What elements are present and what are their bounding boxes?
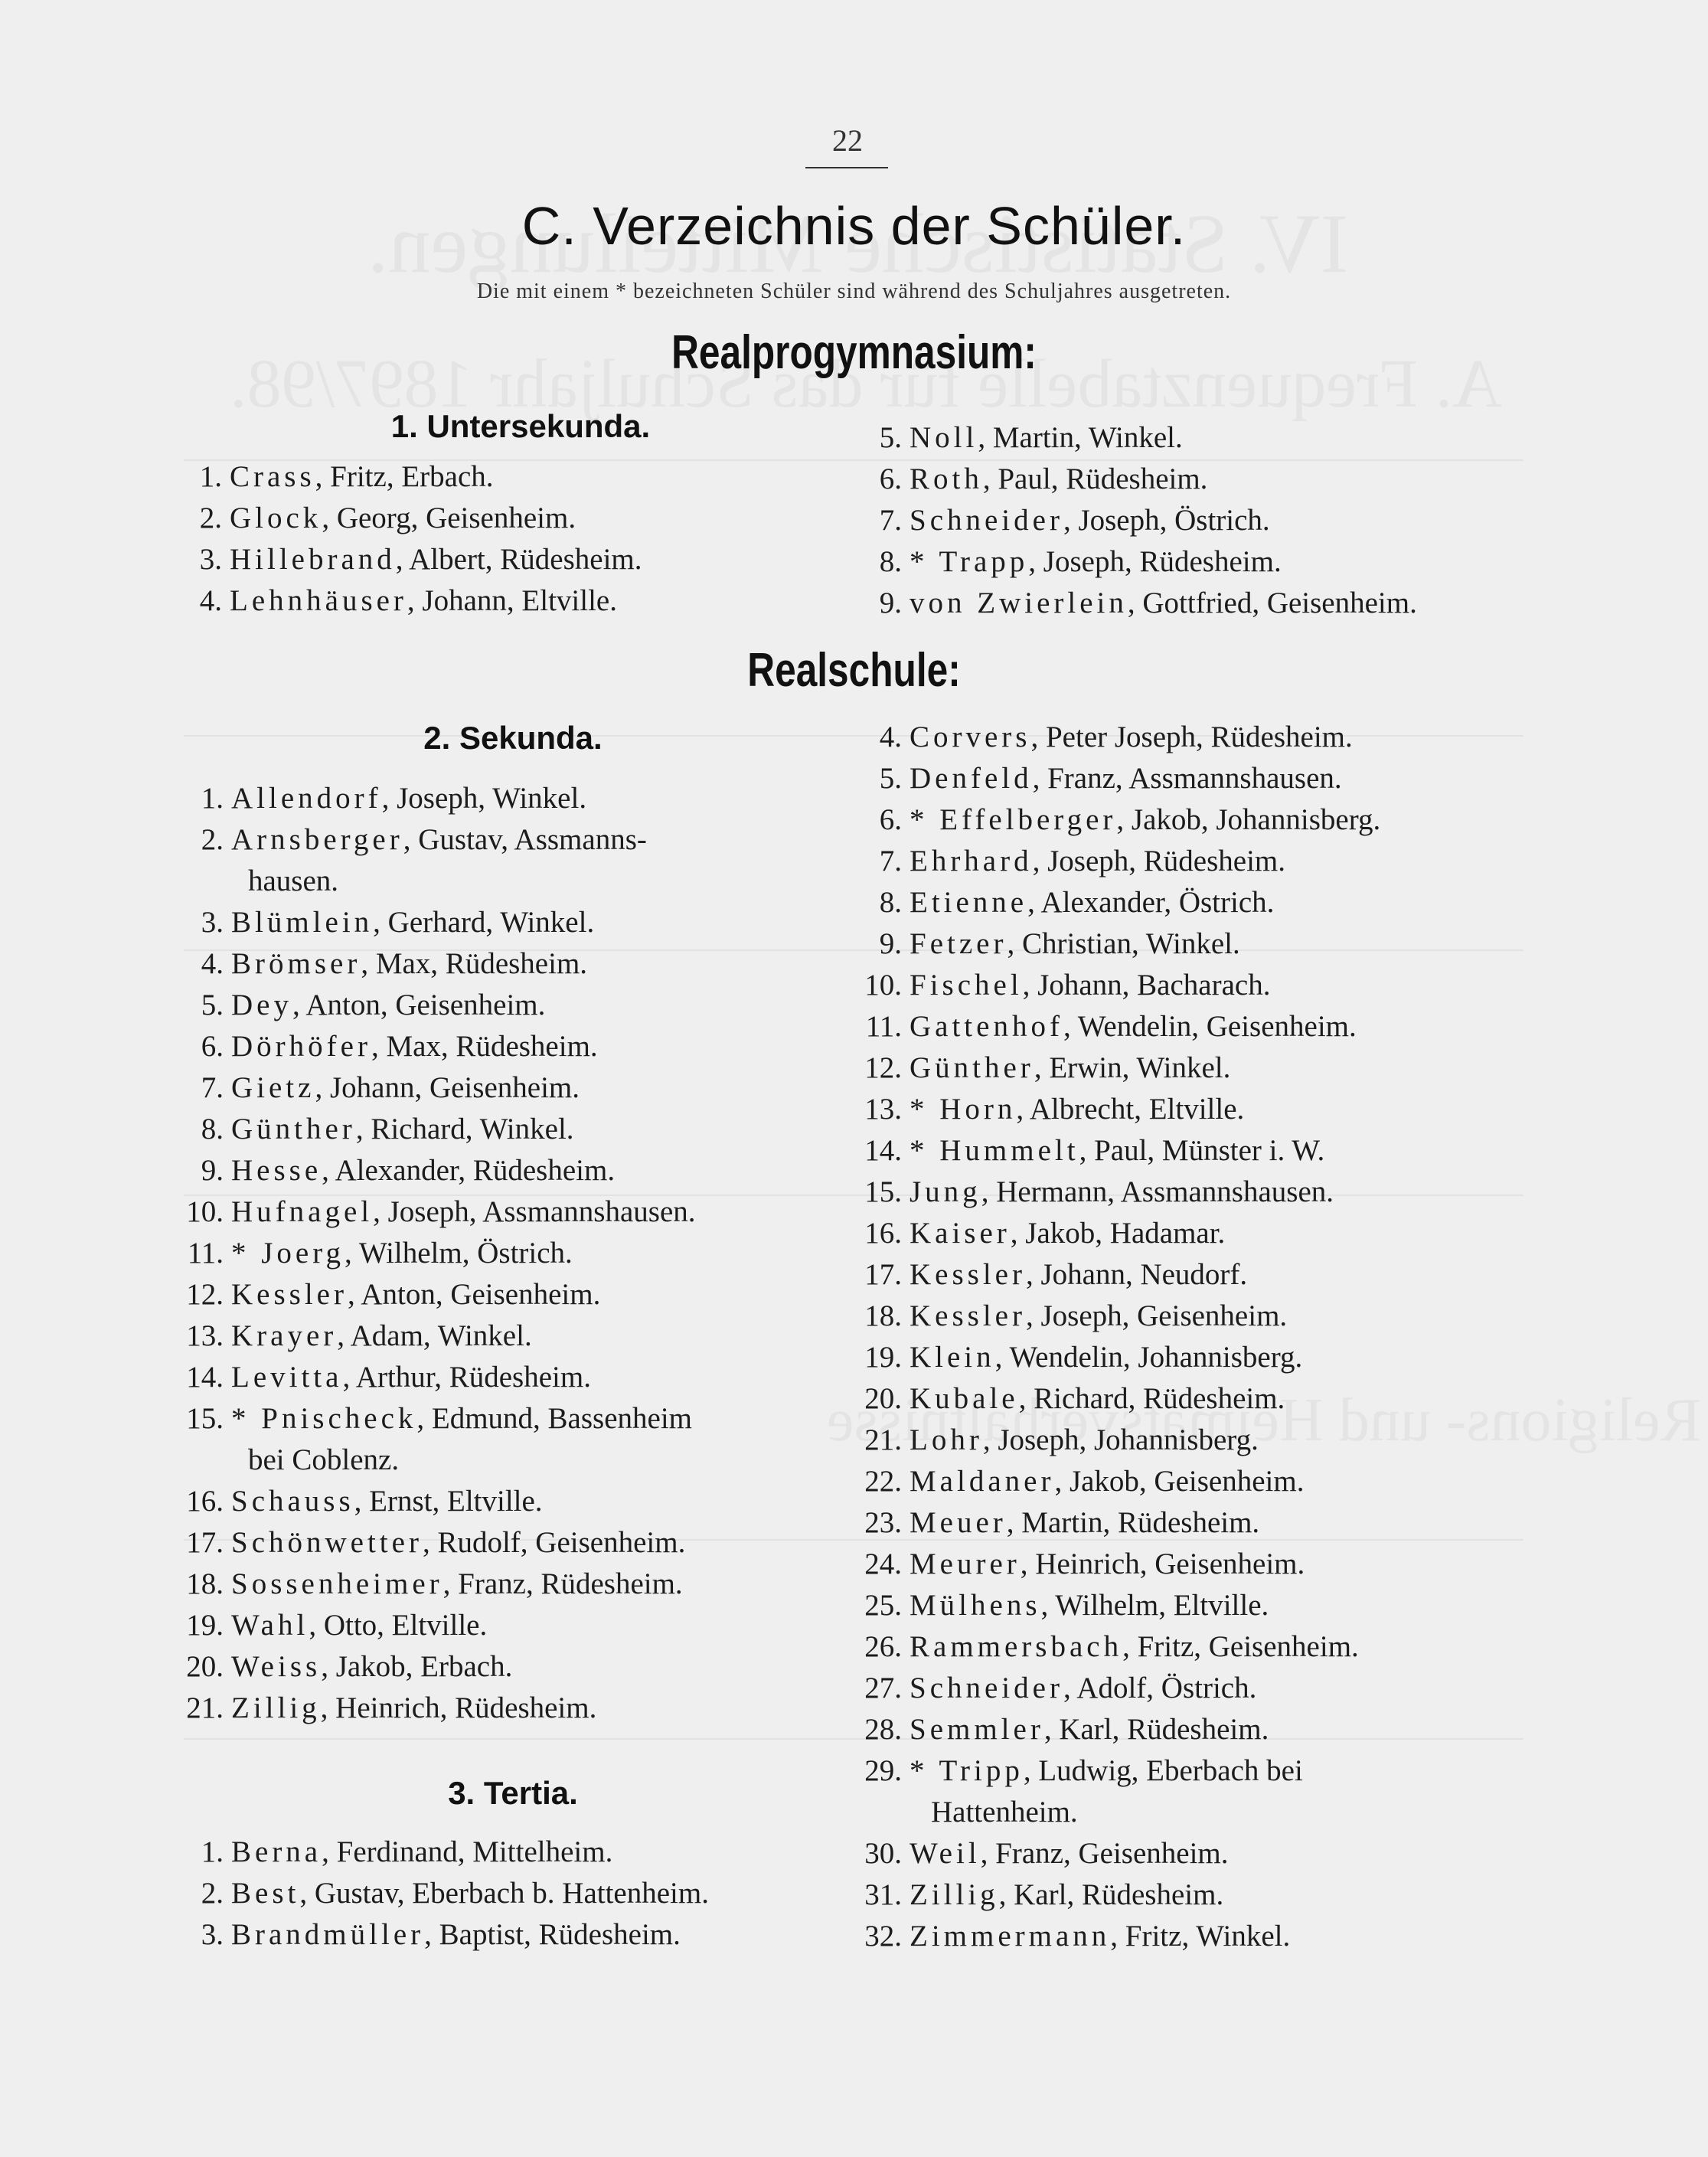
student-surname: Krayer [231, 1319, 338, 1352]
entry-number: 15. [186, 1402, 224, 1435]
student-details: , Baptist, Rüdesheim. [424, 1918, 681, 1951]
student-entry [827, 1216, 1225, 1251]
student-entry [827, 1505, 1259, 1541]
entry-number: 9. [201, 1154, 224, 1187]
student-details: , Wendelin, Johannisberg. [994, 1341, 1303, 1374]
student-surname: Fetzer [910, 927, 1007, 960]
student-details: , Richard, Rüdesheim. [1018, 1382, 1285, 1415]
entry-number: 19. [186, 1609, 224, 1642]
student-details: , Paul, Münster i. W. [1079, 1134, 1325, 1167]
entry-number: 17. [186, 1526, 224, 1559]
student-details: , Gustav, Assmanns- [403, 823, 647, 856]
entry-number: 22. [864, 1465, 902, 1498]
entry-number: 6. [879, 803, 902, 836]
student-entry [827, 844, 1285, 879]
student-surname: Gietz [231, 1071, 315, 1104]
entry-number: 12. [864, 1051, 902, 1084]
student-surname: Kessler [910, 1299, 1026, 1332]
entry-number: 30. [864, 1837, 902, 1870]
entry-number: 10. [864, 969, 902, 1002]
student-surname: * Effelberger [910, 803, 1117, 836]
student-entry [175, 583, 617, 619]
page-subtitle: Die mit einem * bezeichneten Schüler sind während des Schuljahres ausgetreten. [476, 279, 1232, 303]
entry-number: 3. [201, 1918, 224, 1951]
entry-number: 11. [865, 1010, 902, 1043]
student-details: , Jakob, Johannisberg. [1116, 803, 1381, 836]
student-entry [168, 1567, 683, 1602]
student-entry [175, 542, 642, 577]
entry-number: 3. [199, 543, 222, 576]
student-surname: Levitta [231, 1361, 343, 1394]
student-surname: Meurer [910, 1547, 1021, 1580]
student-entry [827, 968, 1270, 1003]
student-entry [827, 720, 1353, 755]
student-entry [168, 1401, 692, 1436]
entry-number: 8. [879, 886, 902, 919]
student-details: , Wilhelm, Eltville. [1040, 1589, 1269, 1622]
student-entry [827, 1299, 1287, 1334]
student-details: , Heinrich, Geisenheim. [1020, 1547, 1305, 1580]
student-entry [168, 1112, 574, 1147]
student-surname: Weiss [231, 1650, 322, 1683]
student-surname: Hillebrand [230, 543, 396, 576]
student-surname: Mülhens [910, 1589, 1041, 1622]
student-entry [827, 1464, 1304, 1499]
entry-number: 16. [864, 1217, 902, 1250]
student-entry [841, 586, 1417, 621]
student-entry [827, 927, 1240, 962]
student-surname: Kubale [910, 1382, 1019, 1415]
student-details: , Joseph, Geisenheim. [1025, 1299, 1288, 1332]
entry-number: 11. [187, 1237, 224, 1270]
student-details: , Johann, Neudorf. [1025, 1258, 1248, 1291]
student-surname: Best [231, 1877, 300, 1910]
student-entry [168, 1277, 600, 1312]
student-surname: * Hummelt [910, 1134, 1079, 1167]
student-details: , Wendelin, Geisenheim. [1063, 1010, 1357, 1043]
student-entry [168, 1319, 532, 1354]
student-entry [841, 503, 1270, 538]
student-entry [168, 988, 545, 1023]
student-details: , Ludwig, Eberbach bei [1023, 1754, 1303, 1787]
student-surname: Blümlein [231, 906, 374, 939]
student-entry [168, 1070, 580, 1106]
entry-number: 8. [879, 545, 902, 578]
student-surname: * Horn [910, 1093, 1017, 1126]
student-entry [827, 1753, 1303, 1789]
student-details: , Joseph, Östrich. [1063, 504, 1270, 537]
entry-number: 2. [201, 823, 224, 856]
student-entry [827, 1175, 1334, 1210]
entry-number: 4. [201, 947, 224, 980]
student-entry [827, 802, 1380, 838]
student-details: , Fritz, Erbach. [315, 460, 494, 493]
student-surname: Klein [910, 1341, 995, 1374]
entry-number: 16. [186, 1485, 224, 1518]
student-entry [841, 544, 1282, 580]
student-details: , Fritz, Winkel. [1110, 1920, 1291, 1953]
student-details: , Karl, Rüdesheim. [998, 1878, 1224, 1911]
student-entry [827, 1423, 1259, 1458]
student-details: , Anton, Geisenheim. [292, 989, 546, 1021]
student-entry [175, 459, 494, 495]
student-surname: Schneider [910, 504, 1063, 537]
student-surname: Zimmermann [910, 1920, 1111, 1953]
entry-number: 17. [864, 1258, 902, 1291]
student-details: , Adam, Winkel. [337, 1319, 532, 1352]
entry-number: 23. [864, 1506, 902, 1539]
student-surname: Roth [910, 462, 983, 495]
page-number-rule [805, 167, 888, 168]
student-entry [168, 1153, 615, 1188]
student-entry [168, 1876, 709, 1911]
student-surname: Kessler [231, 1278, 348, 1311]
student-surname: Brandmüller [231, 1918, 425, 1951]
student-surname: Lehnhäuser [230, 584, 407, 617]
entry-number: 18. [186, 1567, 224, 1600]
student-entry [827, 1092, 1244, 1127]
class-heading-sekunda: 2. Sekunda. [423, 720, 603, 756]
page-number: 22 [832, 123, 863, 158]
student-surname: Dörhöfer [231, 1030, 371, 1063]
entry-number: 26. [864, 1630, 902, 1663]
student-details: , Christian, Winkel. [1007, 927, 1240, 960]
student-details: , Paul, Rüdesheim. [982, 462, 1208, 495]
student-surname: Berna [231, 1835, 322, 1868]
student-details: , Wilhelm, Östrich. [345, 1237, 573, 1270]
student-surname: * Tripp [910, 1754, 1024, 1787]
entry-number: 32. [864, 1920, 902, 1953]
student-surname: * Trapp [910, 545, 1029, 578]
entry-number: 9. [879, 587, 902, 619]
student-surname: Dey [231, 989, 292, 1021]
entry-number: 10. [186, 1195, 224, 1228]
student-details: , Erwin, Winkel. [1034, 1051, 1231, 1084]
entry-number: 15. [864, 1175, 902, 1208]
student-surname: Schauss [231, 1485, 354, 1518]
entry-number: 9. [879, 927, 902, 960]
student-entry [841, 462, 1207, 497]
student-surname: Fischel [910, 969, 1023, 1002]
student-entry [827, 761, 1342, 796]
class-heading-tertia: 3. Tertia. [448, 1775, 578, 1811]
entry-number: 6. [201, 1030, 224, 1063]
student-entry [168, 1484, 543, 1519]
student-entry [168, 1236, 573, 1271]
student-surname: Hesse [231, 1154, 322, 1187]
student-entry [827, 1547, 1305, 1582]
student-surname: Günther [910, 1051, 1034, 1084]
entry-number: 1. [199, 460, 222, 493]
student-details: , Martin, Rüdesheim. [1006, 1506, 1260, 1539]
student-details: , Franz, Rüdesheim. [443, 1567, 683, 1600]
student-entry [827, 1795, 1078, 1830]
student-entry [827, 1257, 1247, 1293]
student-surname: Etienne [910, 886, 1028, 919]
student-details: , Richard, Winkel. [355, 1113, 574, 1145]
student-details: , Johann, Bacharach. [1022, 969, 1271, 1002]
student-details: , Franz, Geisenheim. [980, 1837, 1229, 1870]
entry-number: 7. [879, 504, 902, 537]
student-details: , Karl, Rüdesheim. [1043, 1713, 1269, 1746]
entry-number: 28. [864, 1713, 902, 1746]
student-details: Hattenheim. [931, 1796, 1078, 1829]
page-title: C. Verzeichnis der Schüler. [521, 196, 1187, 256]
student-surname: Brömser [231, 947, 361, 980]
student-details: bei Coblenz. [248, 1443, 400, 1476]
student-details: , Max, Rüdesheim. [371, 1030, 598, 1063]
student-surname: Gattenhof [910, 1010, 1063, 1043]
entry-number: 14. [186, 1361, 224, 1394]
student-entry [827, 1629, 1359, 1665]
student-entry [827, 1878, 1223, 1913]
student-surname: Günther [231, 1113, 356, 1145]
student-surname: Hufnagel [231, 1195, 374, 1228]
entry-number: 31. [864, 1878, 902, 1911]
entry-number: 18. [864, 1299, 902, 1332]
entry-number: 12. [186, 1278, 224, 1311]
entry-number: 6. [879, 462, 902, 495]
student-details: , Arthur, Rüdesheim. [342, 1361, 591, 1394]
student-entry [827, 1836, 1229, 1871]
student-entry [168, 1360, 591, 1395]
student-details: , Jakob, Hadamar. [1010, 1217, 1226, 1250]
entry-number: 27. [864, 1672, 902, 1704]
student-surname: Schneider [910, 1672, 1063, 1704]
student-surname: Zillig [231, 1691, 321, 1724]
student-surname: Semmler [910, 1713, 1044, 1746]
student-surname: Allendorf [231, 782, 382, 815]
student-details: , Max, Rüdesheim. [361, 947, 588, 980]
student-entry [827, 1588, 1269, 1623]
student-surname: Arnsberger [231, 823, 403, 856]
student-details: , Alexander, Rüdesheim. [322, 1154, 616, 1187]
student-details: , Martin, Winkel. [978, 421, 1183, 454]
student-details: , Edmund, Bassenheim [416, 1402, 693, 1435]
student-details: , Fritz, Geisenheim. [1122, 1630, 1359, 1663]
student-details: , Heinrich, Rüdesheim. [320, 1691, 597, 1724]
entry-number: 25. [864, 1589, 902, 1622]
student-surname: von Zwierlein [910, 587, 1128, 619]
student-surname: Rammersbach [910, 1630, 1123, 1663]
student-details: , Franz, Assmannshausen. [1032, 762, 1342, 795]
student-details: , Gottfried, Geisenheim. [1127, 587, 1417, 619]
entry-number: 21. [864, 1423, 902, 1456]
student-surname: Lohr [910, 1423, 983, 1456]
student-entry [827, 1381, 1285, 1417]
student-surname: * Joerg [231, 1237, 345, 1270]
class-heading-untersekunda: 1. Untersekunda. [390, 408, 651, 444]
entry-number: 8. [201, 1113, 224, 1145]
student-entry [168, 1029, 598, 1064]
student-surname: Crass [230, 460, 315, 493]
student-details: hausen. [248, 864, 339, 897]
student-details: , Gerhard, Winkel. [373, 906, 595, 939]
student-entry [168, 946, 587, 982]
student-entry [827, 1712, 1269, 1747]
student-surname: Schönwetter [231, 1526, 423, 1559]
student-surname: Jung [910, 1175, 981, 1208]
student-details: , Gustav, Eberbach b. Hattenheim. [299, 1877, 709, 1910]
student-entry [168, 1195, 696, 1230]
student-details: , Johann, Geisenheim. [315, 1071, 580, 1104]
student-details: , Hermann, Assmannshausen. [981, 1175, 1334, 1208]
entry-number: 24. [864, 1547, 902, 1580]
student-entry [827, 1671, 1256, 1706]
student-surname: Noll [910, 421, 978, 454]
student-surname: Maldaner [910, 1465, 1055, 1498]
student-entry [168, 905, 594, 940]
student-details: , Jakob, Erbach. [321, 1650, 513, 1683]
entry-number: 4. [879, 721, 902, 753]
entry-number: 21. [186, 1691, 224, 1724]
entry-number: 20. [864, 1382, 902, 1415]
student-details: , Joseph, Johannisberg. [982, 1423, 1259, 1456]
student-details: , Jakob, Geisenheim. [1054, 1465, 1305, 1498]
student-surname: * Pnischeck [231, 1402, 417, 1435]
student-entry [841, 420, 1183, 456]
student-details: , Joseph, Assmannshausen. [373, 1195, 696, 1228]
student-entry [168, 781, 586, 816]
student-entry [168, 1691, 596, 1726]
entry-number: 5. [879, 762, 902, 795]
student-surname: Glock [230, 502, 322, 534]
entry-number: 19. [864, 1341, 902, 1374]
entry-number: 5. [201, 989, 224, 1021]
student-details: , Joseph, Rüdesheim. [1032, 845, 1286, 878]
student-details: , Otto, Eltville. [309, 1609, 488, 1642]
section-title-realprogymnasium: Realprogymnasium: [671, 326, 1037, 379]
student-entry [827, 1340, 1302, 1375]
student-details: , Peter Joseph, Rüdesheim. [1030, 721, 1353, 753]
student-details: , Albert, Rüdesheim. [395, 543, 642, 576]
student-details: , Joseph, Winkel. [381, 782, 587, 815]
student-surname: Denfeld [910, 762, 1033, 795]
entry-number: 13. [186, 1319, 224, 1352]
student-entry [168, 822, 647, 858]
student-entry [168, 864, 338, 899]
entry-number: 13. [864, 1093, 902, 1126]
entry-number: 4. [199, 584, 222, 617]
student-details: , Anton, Geisenheim. [347, 1278, 601, 1311]
student-entry [168, 1443, 399, 1478]
entry-number: 1. [201, 782, 224, 815]
student-entry [827, 885, 1274, 920]
student-details: , Johann, Eltville. [407, 584, 617, 617]
student-entry [168, 1649, 512, 1685]
student-entry [168, 1608, 487, 1643]
entry-number: 1. [201, 1835, 224, 1868]
student-surname: Kaiser [910, 1217, 1011, 1250]
entry-number: 7. [879, 845, 902, 878]
student-surname: Kessler [910, 1258, 1026, 1291]
student-entry [827, 1919, 1290, 1954]
student-entry [827, 1051, 1230, 1086]
student-entry [175, 501, 576, 536]
student-entry [168, 1525, 685, 1561]
entry-number: 29. [864, 1754, 902, 1787]
student-surname: Corvers [910, 721, 1031, 753]
entry-number: 5. [879, 421, 902, 454]
entry-number: 14. [864, 1134, 902, 1167]
student-surname: Sossenheimer [231, 1567, 443, 1600]
student-entry [168, 1917, 681, 1953]
student-details: , Adolf, Östrich. [1063, 1672, 1257, 1704]
student-entry [168, 1835, 612, 1870]
section-title-realschule: Realschule: [747, 644, 961, 697]
student-entry [827, 1133, 1324, 1168]
student-details: , Ferdinand, Mittelheim. [322, 1835, 613, 1868]
student-details: , Joseph, Rüdesheim. [1028, 545, 1282, 578]
entry-number: 2. [199, 502, 222, 534]
student-surname: Weil [910, 1837, 981, 1870]
student-surname: Wahl [231, 1609, 309, 1642]
entry-number: 2. [201, 1877, 224, 1910]
student-details: , Rudolf, Geisenheim. [422, 1526, 686, 1559]
student-details: , Georg, Geisenheim. [322, 502, 576, 534]
student-details: , Albrecht, Eltville. [1016, 1093, 1245, 1126]
student-details: , Ernst, Eltville. [354, 1485, 543, 1518]
student-entry [827, 1009, 1357, 1044]
student-details: , Alexander, Östrich. [1027, 886, 1275, 919]
entry-number: 20. [186, 1650, 224, 1683]
student-surname: Meuer [910, 1506, 1007, 1539]
student-surname: Ehrhard [910, 845, 1033, 878]
entry-number: 7. [201, 1071, 224, 1104]
entry-number: 3. [201, 906, 224, 939]
student-surname: Zillig [910, 1878, 999, 1911]
